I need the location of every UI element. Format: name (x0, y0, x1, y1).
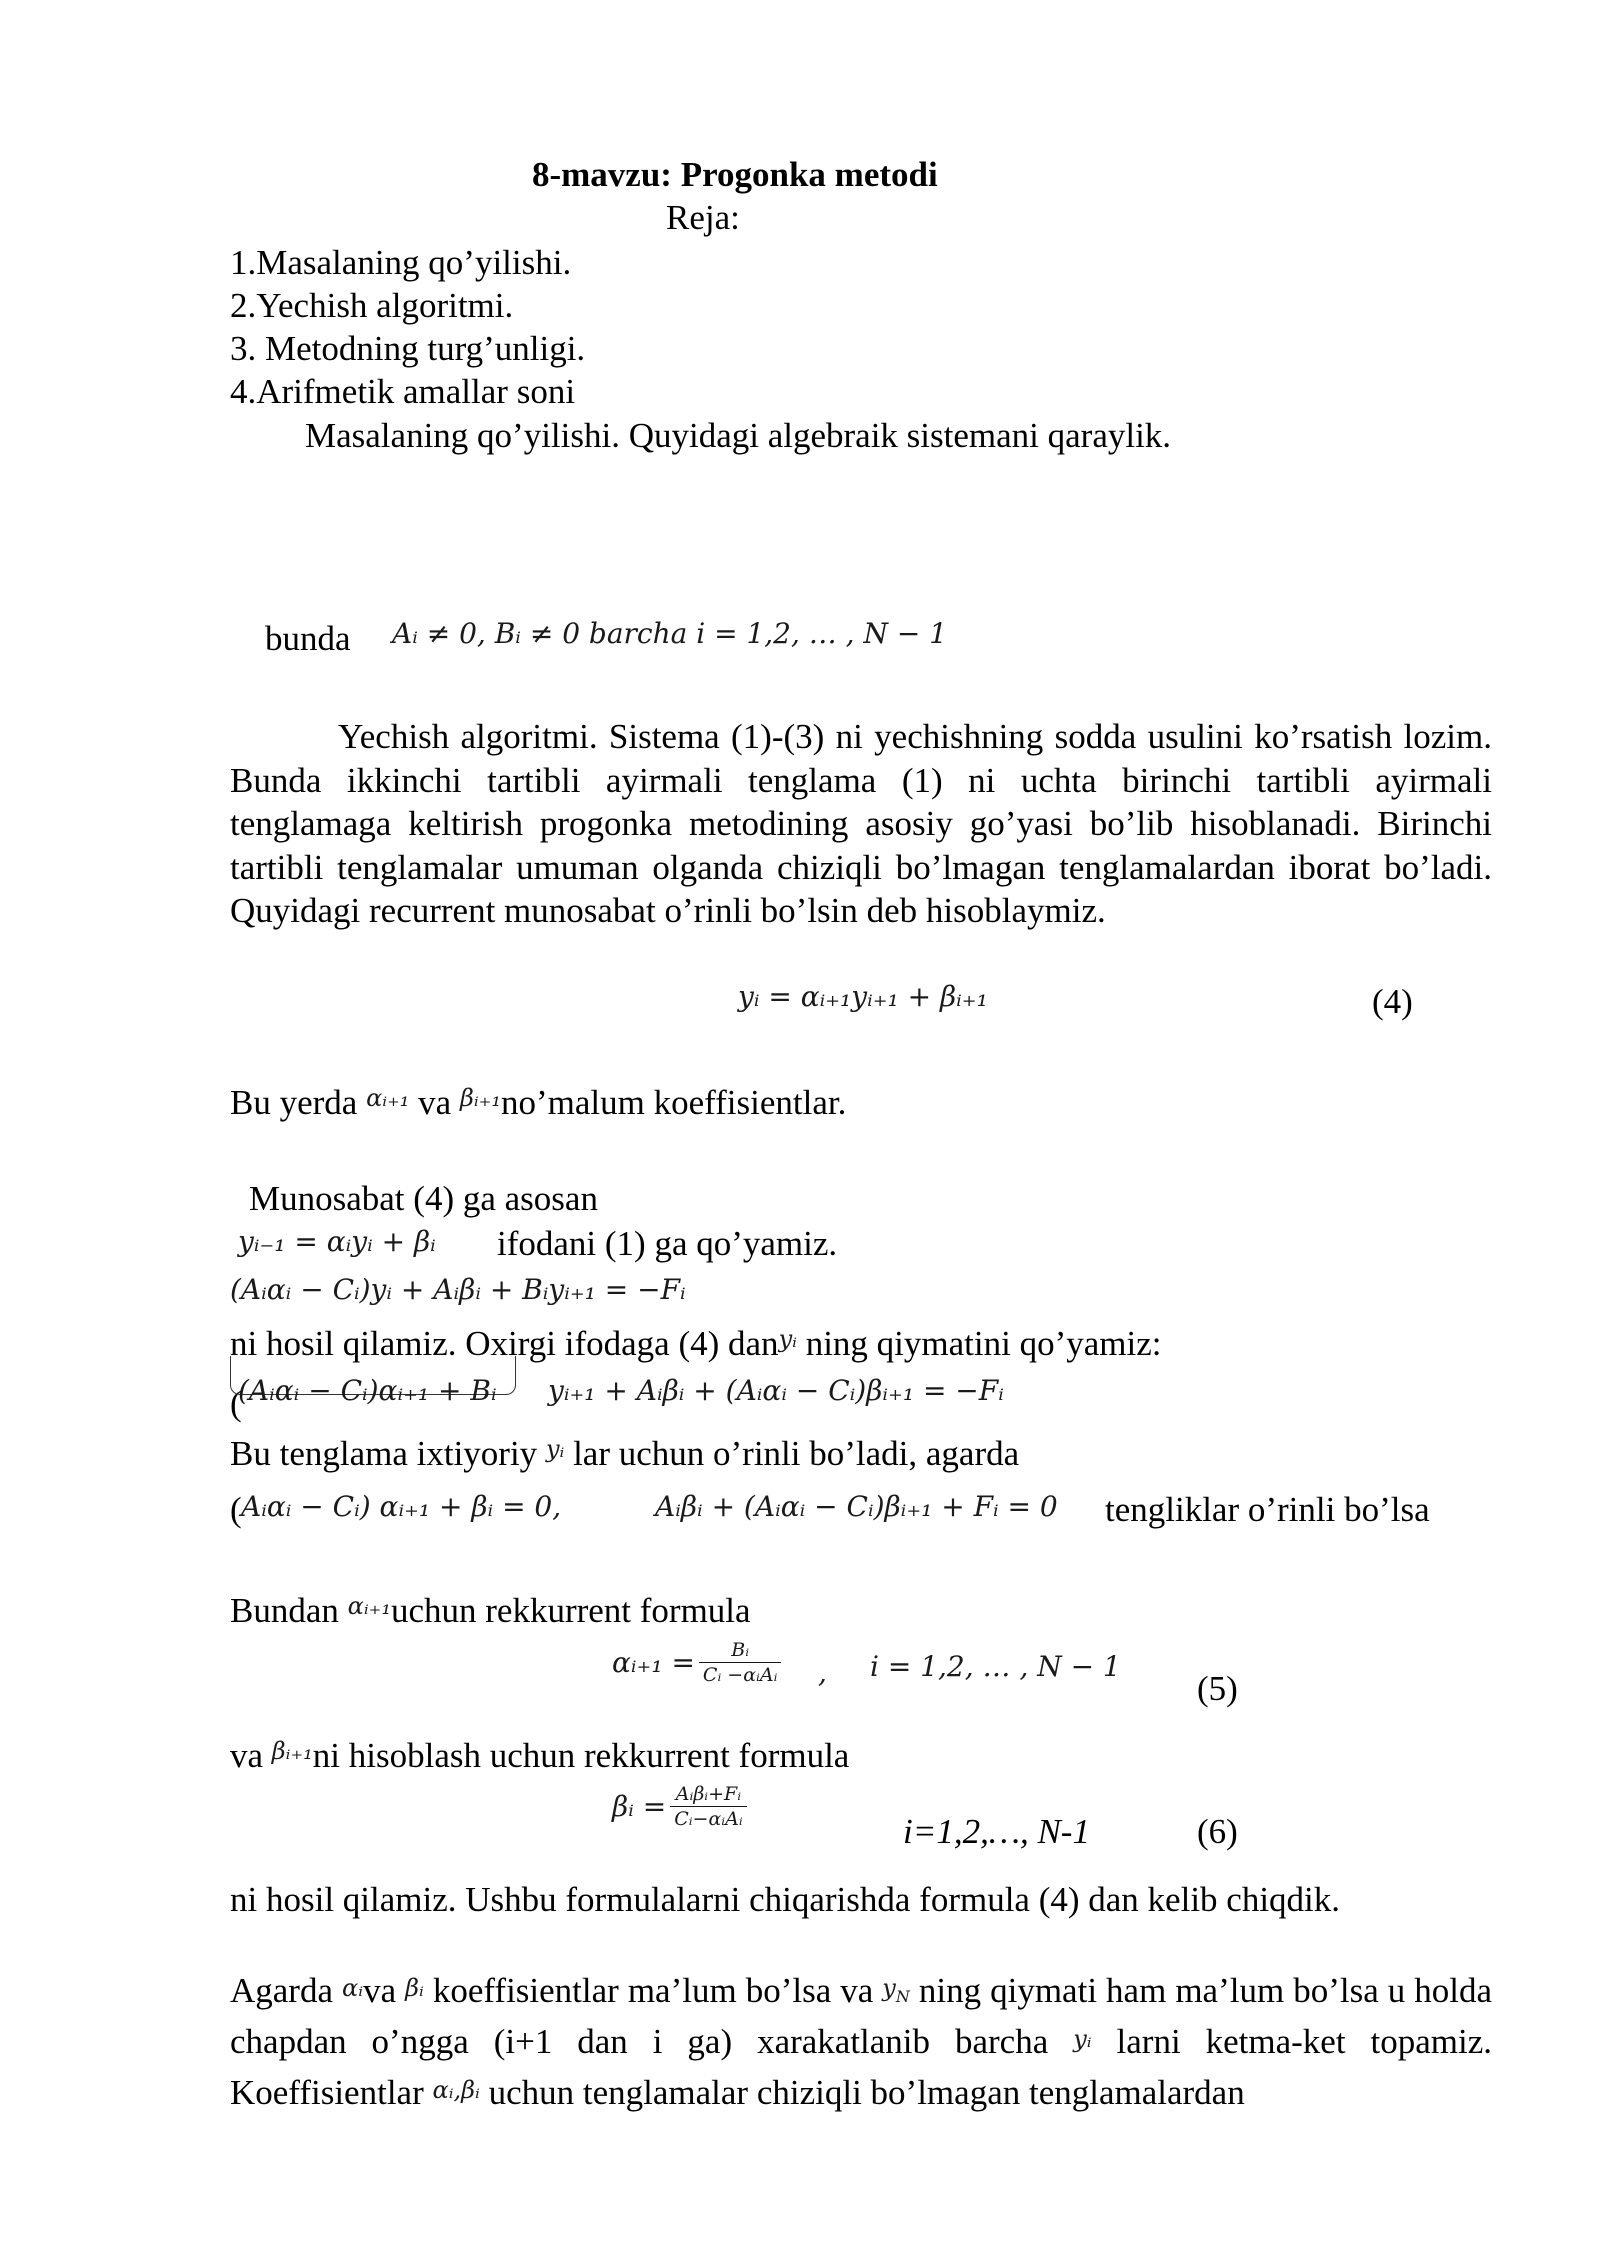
bu-yerda-text-2: va (418, 1083, 452, 1122)
agarda-text-1: Agarda (230, 1971, 334, 2010)
equation-5-lhs: αᵢ₊₁ = (612, 1645, 695, 1679)
beta-symbol: βᵢ₊₁ (271, 1737, 313, 1765)
agarda-text-3: koeffisientlar ma’lum bo’lsa va (432, 1971, 874, 2010)
substitution-formula: yᵢ₋₁ = αᵢyᵢ + βᵢ (238, 1225, 436, 1258)
plan-item-1: 1.Masalaning qo’yilishi. (230, 243, 572, 282)
bunda-label: bunda (265, 619, 351, 658)
substitution-text: ifodani (1) ga qo’yamiz. (497, 1224, 838, 1263)
hosil-text-2: ning qiymatini qo’yamiz: (805, 1324, 1162, 1363)
page-title: 8-mavzu: Progonka metodi (532, 155, 938, 194)
conditions-paren: ( (230, 1490, 242, 1529)
agarda-text-2: va (363, 1971, 397, 2010)
intro-text: Masalaning qo’yilishi. Quyidagi algebraik sistemani qaraylik. (305, 416, 1172, 455)
agarda-text-6: uchun tenglamalar chiziqli bo’lmagan tenglamalardan (488, 2073, 1245, 2112)
yn-base: y (882, 1974, 896, 2002)
agarda-paragraph (230, 1965, 1492, 2118)
va-beta-text-2: ni hisoblash uchun rekkurrent formula (312, 1736, 850, 1775)
y-symbol: yᵢ (545, 1435, 565, 1463)
ixtiyoriy-text-1: Bu tenglama ixtiyoriy (230, 1434, 538, 1473)
equation-b-part-1: (Aᵢαᵢ − Cᵢ)αᵢ₊₁ + Bᵢ (238, 1374, 497, 1407)
equation-5-range: i = 1,2, … , N − 1 (870, 1650, 1121, 1683)
equation-5-comma: , (818, 1656, 827, 1689)
equation-6-number: (6) (1197, 1812, 1238, 1851)
ixtiyoriy-line (230, 1432, 1019, 1476)
munosabat-text: Munosabat (4) ga asosan (249, 1179, 598, 1218)
equation-5-fraction (699, 1638, 782, 1687)
equation-4: yᵢ = αᵢ₊₁yᵢ₊₁ + βᵢ₊₁ (738, 980, 988, 1013)
equation-4-number: (4) (1372, 982, 1413, 1021)
equation-a: (Aᵢαᵢ − Cᵢ)yᵢ + Aᵢβᵢ + Bᵢyᵢ₊₁ = −Fᵢ (230, 1273, 686, 1306)
plan-item-2: 2.Yechish algoritmi. (230, 286, 514, 325)
equation-b-paren: ( (230, 1384, 242, 1423)
equation-6-fraction (670, 1782, 746, 1831)
equation-5-number: (5) (1197, 1669, 1238, 1708)
beta-symbol: βᵢ₊₁ (459, 1084, 501, 1112)
equation-5 (612, 1638, 781, 1687)
bundan-line (230, 1589, 751, 1633)
va-beta-text-1: va (230, 1736, 264, 1775)
equation-6-numerator: Aᵢβᵢ+Fᵢ (670, 1782, 746, 1807)
beta-symbol: βᵢ (405, 1974, 424, 2002)
alpha-symbol: αᵢ₊₁ (347, 1592, 391, 1620)
algorithm-paragraph-text: Yechish algoritmi. Sistema (1)-(3) ni yechishning sodda usulini ko’rsatish lozim. Bunda ikkinchi tartibli ayirmali tenglama (1) ni uchta birinchi tartibli ayirmali tenglamaga keltirish progonka metodining asosiy go’yasi bo’lib hisoblanadi. Birinchi tartibli tenglamalar umuman olganda chiziqli bo’lmagan tenglamalardan iborat bo’ladi. Quyidagi recurrent munosabat o’rinli bo’lsin deb hisoblaymiz. (230, 717, 1492, 931)
equation-6-lhs: βᵢ = (612, 1789, 667, 1823)
conditions-text: tengliklar o’rinli bo’lsa (1105, 1490, 1430, 1529)
equation-6-range: i=1,2,…, N-1 (903, 1812, 1090, 1851)
y-symbol: yᵢ (1073, 2025, 1092, 2053)
agarda-text-4: ning qiymati ham ma’lum bo’lsa u holda chapdan o’ngga (i+1 dan i ga) xarakatlanib barcha (230, 1971, 1493, 2061)
bu-yerda-text-3: no’malum koeffisientlar. (500, 1083, 847, 1122)
alpha-beta-symbols: αᵢ,βᵢ (432, 2076, 480, 2104)
alpha-symbol: αᵢ (342, 1974, 364, 2002)
agarda-text-5: larni ketma-ket topamiz. Koeffisientlar (230, 2022, 1493, 2112)
equation-b-part-2: yᵢ₊₁ + Aᵢβᵢ + (Aᵢαᵢ − Cᵢ)βᵢ₊₁ = −Fᵢ (548, 1374, 1004, 1407)
equation-6 (612, 1782, 747, 1831)
plan-item-3: 3. Metodning turg’unligi. (230, 329, 586, 368)
va-beta-line (230, 1734, 849, 1778)
bu-yerda-text-1: Bu yerda (230, 1083, 358, 1122)
equation-6-denominator: Cᵢ−αᵢAᵢ (674, 1808, 743, 1830)
algorithm-paragraph (230, 715, 1492, 933)
hosil-text-1: ni hosil qilamiz. Oxirgi ifodaga (4) dan (230, 1324, 779, 1363)
bundan-text-1: Bundan (230, 1591, 339, 1630)
equation-5-numerator: Bᵢ (699, 1638, 782, 1663)
yn-symbol: $y_N$ (882, 1974, 910, 2006)
condition-2: Aᵢβᵢ + (Aᵢαᵢ − Cᵢ)βᵢ₊₁ + Fᵢ = 0 (655, 1490, 1058, 1523)
bunda-formula: Aᵢ ≠ 0, Bᵢ ≠ 0 barcha i = 1,2, … , N − 1 (392, 617, 948, 650)
alpha-symbol: αᵢ₊₁ (366, 1084, 410, 1112)
equation-5-denominator: Cᵢ −αᵢAᵢ (702, 1664, 778, 1686)
bu-yerda-line (230, 1081, 846, 1125)
y-symbol: yᵢ (778, 1325, 797, 1353)
plan-item-4: 4.Arifmetik amallar soni (230, 372, 576, 411)
plan-heading: Reja: (666, 198, 740, 237)
condition-1: Aᵢαᵢ − Cᵢ) αᵢ₊₁ + βᵢ = 0, (241, 1490, 562, 1523)
ixtiyoriy-text-2: lar uchun o’rinli bo’ladi, agarda (573, 1434, 1020, 1473)
hosil-text-final: ni hosil qilamiz. Ushbu formulalarni chiqarishda formula (4) dan kelib chiqdik. (230, 1880, 1341, 1919)
bundan-text-2: uchun rekkurrent formula (390, 1591, 751, 1630)
